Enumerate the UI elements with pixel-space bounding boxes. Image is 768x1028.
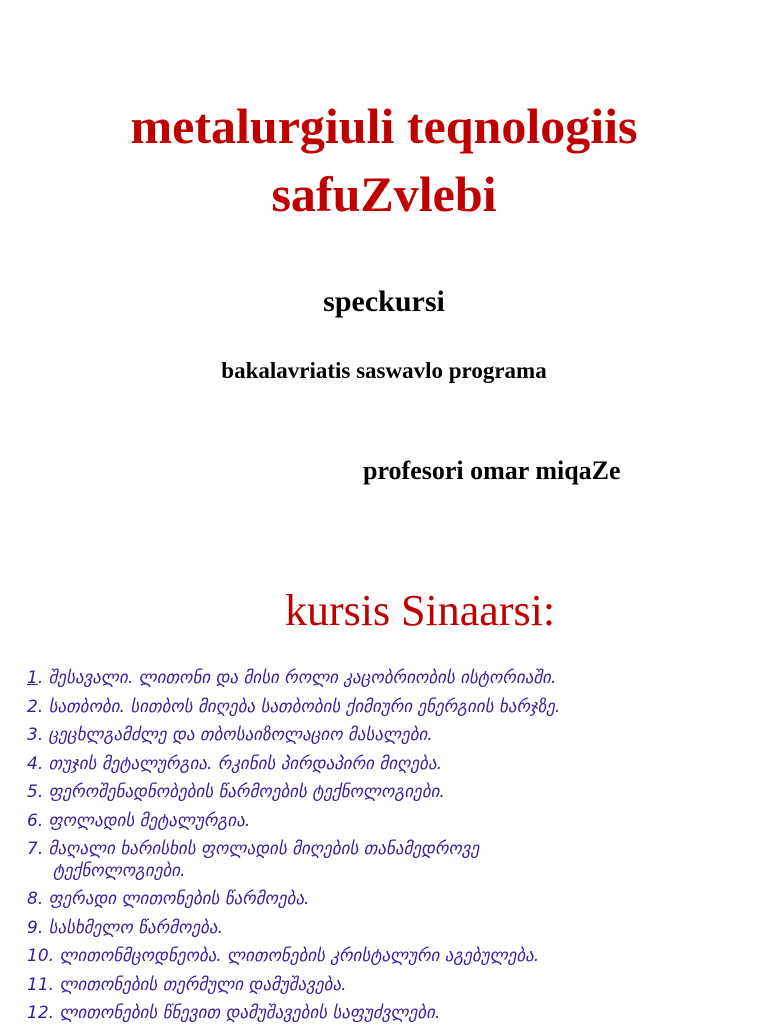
document-title <box>0 92 768 228</box>
topic-item <box>27 750 757 779</box>
topic-number: 4. <box>27 753 44 774</box>
topic-number: 3. <box>27 725 44 745</box>
topic-number: 12. <box>27 1003 55 1023</box>
topic-text: სათბობი. სითბოს მიღება სათბობის ქიმიური ენერგიის ხარჯზე. <box>43 696 561 717</box>
topic-text-continued: ტექნოლოგიები. <box>53 861 186 881</box>
topic-number: 2. <box>27 696 44 717</box>
title-line-1: metalurgiuli teqnologiis <box>130 98 638 154</box>
topic-text: ფოლადის მეტალურგია. <box>43 810 251 831</box>
topic-text: ლითონების თერმული დამუშავება. <box>54 974 347 995</box>
topic-number: 11. <box>27 974 55 995</box>
subtitle: speckursi <box>323 285 445 318</box>
topic-item <box>27 807 757 836</box>
topic-text: . შესავალი. ლითონი და მისი როლი კაცობრიობის ისტორიაში. <box>37 668 557 688</box>
contents-heading: kursis Sinaarsi: <box>284 586 556 635</box>
topic-text: თუჯის მეტალურგია. რკინის პირდაპირი მიღება. <box>43 753 442 774</box>
topic-text: ცეცხლგამძლე და თბოსაიზოლაციო მასალები. <box>43 725 433 745</box>
topic-item <box>27 664 757 693</box>
title-line-2: safuZvlebi <box>271 166 497 222</box>
topic-number: 5. <box>27 782 44 802</box>
topic-item <box>27 885 757 914</box>
topic-text: ფერადი ლითონების წარმოება. <box>43 889 310 909</box>
topic-number: 10. <box>27 946 55 966</box>
topic-text: ფეროშენადნობების წარმოების ტექნოლოგიები. <box>43 782 445 802</box>
topic-number: 6. <box>27 810 44 831</box>
topic-item <box>27 971 757 1000</box>
topic-item <box>27 778 757 807</box>
topic-item <box>27 835 757 885</box>
topics-list <box>27 664 757 1028</box>
topic-number: 7. <box>27 839 44 859</box>
topic-number: 9. <box>27 917 44 938</box>
topic-number: 8. <box>27 889 44 909</box>
author: profesori omar miqaZe <box>363 456 621 485</box>
topic-text: სასხმელო წარმოება. <box>43 917 223 938</box>
topic-text: მაღალი ხარისხის ფოლადის მიღების თანამედროვე <box>43 839 480 859</box>
topic-text: ლითონების წნევით დამუშავების საფუძვლები. <box>54 1003 441 1023</box>
topic-text: ლითონმცოდნეობა. ლითონების კრისტალური აგებულება. <box>54 946 540 966</box>
topic-item <box>27 999 757 1028</box>
topic-item <box>27 721 757 750</box>
topic-number: 1 <box>27 668 38 688</box>
program-name: bakalavriatis saswavlo programa <box>221 358 547 383</box>
topic-item <box>27 693 757 722</box>
topic-item <box>27 914 757 943</box>
topic-item <box>27 942 757 971</box>
